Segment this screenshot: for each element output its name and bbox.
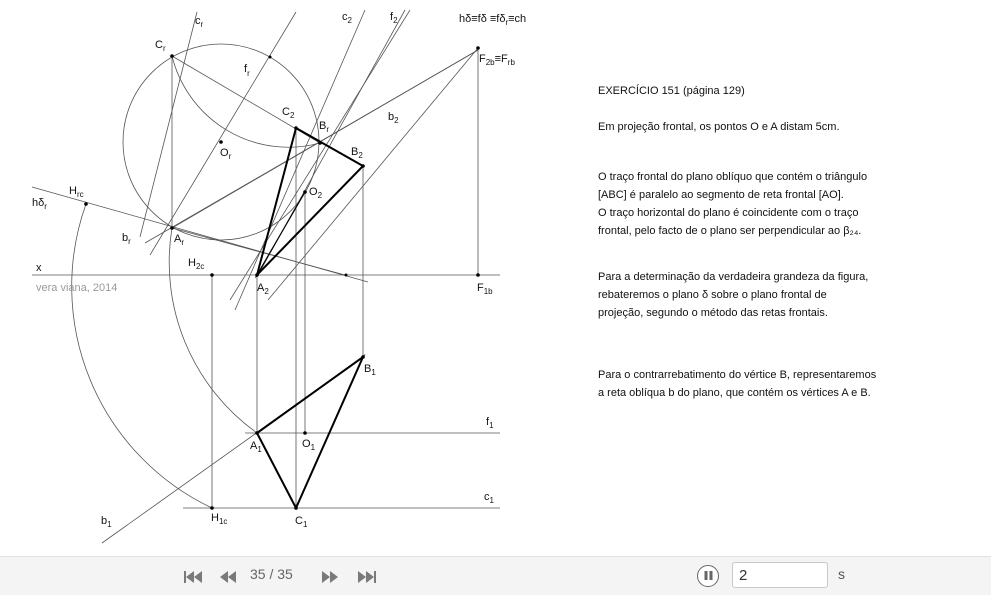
paragraph-2-line: O traço horizontal do plano é coincidente com o traço: [598, 207, 859, 219]
label-Ar: $A_r$: [174, 233, 185, 247]
paragraph-2: [598, 168, 928, 240]
pause-button[interactable]: [697, 565, 719, 587]
label-cr: $c_r$: [195, 15, 204, 29]
point-F1b: [476, 273, 480, 277]
first-slide-button[interactable]: [180, 565, 206, 589]
credit-text: vera viana, 2014: [36, 282, 118, 294]
point-A1: [255, 431, 259, 435]
trace-line-fr: [268, 48, 478, 300]
point-H2c: [210, 273, 214, 277]
label-br: $b_r$: [122, 232, 131, 246]
label-Hrc: $H_{rc}$: [69, 185, 84, 199]
label-H1c: $H_{1c}$: [211, 512, 228, 526]
point-O2: [303, 190, 307, 194]
next-icon: [317, 566, 343, 588]
paragraph-2-line: frontal, pelo facto de o plano ser perpendicular ao β₂₄.: [598, 225, 862, 237]
label-x: x: [36, 262, 42, 274]
label-C2: $C_2$: [282, 106, 295, 120]
line-cr: [140, 12, 197, 237]
label-B1: $B_1$: [364, 363, 376, 377]
previous-slide-button[interactable]: [215, 565, 241, 589]
label-fr: $f_r$: [244, 63, 250, 78]
point-arc-tick: [345, 274, 348, 277]
point-H1c: [210, 506, 214, 510]
label-b2: $b_2$: [388, 111, 399, 125]
label-trace-top: $h\delta\equiv f\delta \equiv f\delta_r\equiv ch$: [459, 13, 527, 27]
label-B2: $B_2$: [351, 146, 363, 160]
last-icon: [354, 566, 380, 588]
point-A2: [255, 273, 259, 277]
trace-line-h-f: [230, 10, 410, 300]
speed-input[interactable]: [732, 562, 828, 588]
paragraph-4-line: a reta oblíqua b do plano, que contém os vértices A e B.: [598, 387, 871, 399]
arc-a1: [169, 228, 257, 433]
label-f2: $f_2$: [390, 11, 398, 25]
label-C1: $C_1$: [295, 515, 308, 529]
prev-icon: [215, 566, 241, 588]
point-B2: [361, 164, 365, 168]
label-c1: $c_1$: [484, 491, 494, 505]
line-c2: [235, 10, 365, 310]
point-F2b: [476, 46, 480, 50]
point-fr-tick: [269, 56, 272, 59]
point-Or: [219, 140, 223, 144]
speed-unit-label: s: [838, 566, 845, 582]
label-A1: $A_1$: [250, 440, 262, 454]
next-slide-button[interactable]: [317, 565, 343, 589]
paragraph-1: Em projeção frontal, os pontos O e A distam 5cm.: [598, 121, 840, 133]
label-O2: $O_2$: [309, 186, 323, 200]
label-F2b-Frb: $F_{2b}\equiv F_{rb}$: [479, 53, 515, 67]
paragraph-3-line: projeção, segundo o método das retas frontais.: [598, 307, 828, 319]
paragraph-3-line: rebateremos o plano δ sobre o plano frontal de: [598, 289, 827, 301]
paragraph-3-line: Para a determinação da verdadeira grandeza da figura,: [598, 271, 869, 283]
label-A2: $A_2$: [257, 282, 269, 296]
point-Ar: [170, 226, 174, 230]
label-H2c: $H_{2c}$: [188, 257, 205, 271]
point-O1: [303, 431, 307, 435]
paragraph-2-line: O traço frontal do plano oblíquo que contém o triângulo: [598, 171, 868, 183]
triangle-projection-1: [257, 357, 363, 508]
label-f1: $f_1$: [486, 416, 494, 430]
label-O1: $O_1$: [302, 438, 316, 452]
point-B1: [361, 355, 365, 359]
pause-icon: [699, 566, 718, 585]
label-Or: $O_r$: [220, 147, 232, 161]
label-hdr: $h\delta_r$: [32, 197, 47, 211]
slide-counter: 35 / 35: [250, 566, 293, 582]
triangle-frontal-true-size: [257, 128, 363, 275]
last-slide-button[interactable]: [354, 565, 380, 589]
point-C2: [294, 126, 298, 130]
first-icon: [180, 566, 206, 588]
point-Br: [318, 141, 322, 145]
point-Hrc: [84, 202, 88, 206]
label-c2: $c_2$: [342, 11, 352, 25]
paragraph-2-line: [ABC] é paralelo ao segmento de reta frontal [AO].: [598, 189, 844, 201]
exercise-text-panel: [598, 82, 928, 402]
paragraph-4: [598, 366, 928, 402]
paragraph-4-line: Para o contrarrebatimento do vértice B, representaremos: [598, 369, 877, 381]
line-b2: [172, 50, 478, 228]
point-Cr: [170, 54, 174, 58]
paragraph-3: [598, 268, 928, 322]
exercise-title: EXERCÍCIO 151 (página 129): [598, 85, 745, 97]
label-F1b: $F_{1b}$: [477, 282, 493, 296]
label-Br: $B_r$: [319, 120, 330, 134]
label-b1: $b_1$: [101, 515, 112, 529]
label-Cr: $C_r$: [155, 39, 166, 53]
point-C1: [294, 506, 298, 510]
